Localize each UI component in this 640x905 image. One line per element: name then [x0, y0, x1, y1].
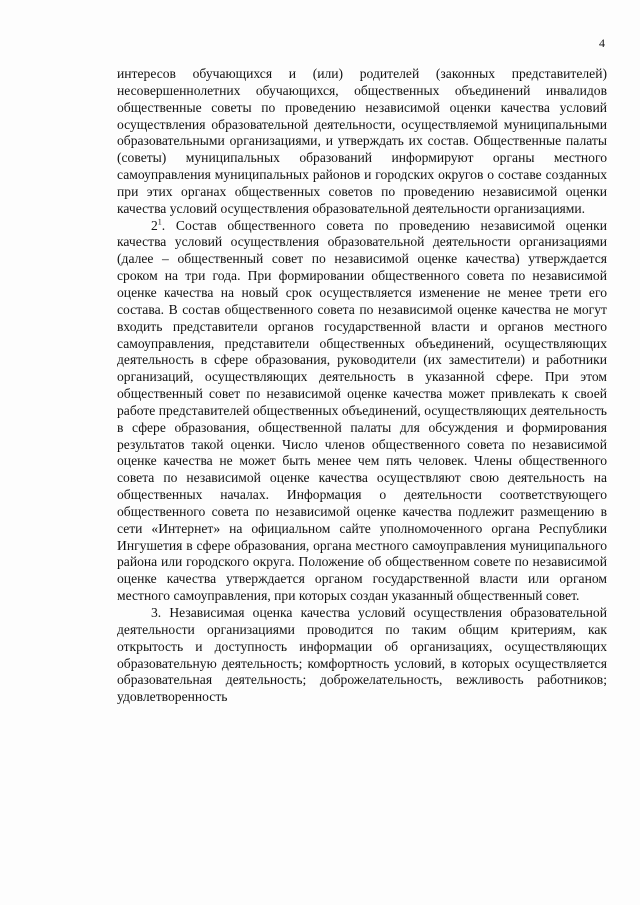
document-body — [117, 66, 607, 706]
page-number: 4 — [599, 36, 605, 50]
paragraph-number: 2 — [151, 217, 158, 233]
paragraph-superscript: 1 — [157, 217, 162, 227]
paragraph-text: . Состав общественного совета по проведению независимой оценки качества условий осуществления образовательной деятельности организациями (далее – общественный совет по независимой оценке качества) утверждается сроком на три года. При формировании общественного совета по независимой оценке качества на новый срок осуществляется изменение не менее трети его состава. В состав общественного совета по независимой оценке качества не могут входить представители органов государственной власти и органов местного самоуправления, представители общественных объединений, осуществляющих деятельность в сфере образования, руководители (их заместители) и работники организаций, осуществляющих деятельность в указанной сфере. При этом общественный совет по независимой оценке качества может привлекать к своей работе представителей общественных объединений, осуществляющих деятельность в сфере образования, общественной палаты для обсуждения и формирования результатов такой оценки. Число членов общественного совета по независимой оценке качества не может быть менее чем пять человек. Члены общественного совета по независимой оценке качества осуществляют свою деятельность на общественных началах. Информация о деятельности соответствующего общественного совета по независимой оценке качества подлежит размещению в сети «Интернет» на официальном сайте уполномоченного органа Республики Ингушетия в сфере образования, органа местного самоуправления муниципального района или городского округа. Положение об общественном совете по независимой оценке качества утверждается органом государственной власти или органом местного самоуправления, при которых создан указанный общественный совет. — [117, 217, 607, 604]
paragraph-2-1 — [117, 218, 607, 605]
paragraph-3: 3. Независимая оценка качества условий осуществления образовательной деятельности организациями проводится по таким общим критериям, как открытость и доступность информации об организациях, осуществляющих образовательную деятельность; комфортность условий, в которых осуществляется образовательная деятельность; доброжелательность, вежливость работников; удовлетворенность — [117, 605, 607, 705]
paragraph-continuation: интересов обучающихся и (или) родителей (законных представителей) несовершеннолетних обучающихся, общественных объединений инвалидов общественные советы по проведению независимой оценки качества условий осуществления образовательной деятельности, осуществляемой муниципальными образовательными организациями, и утверждать их состав. Общественные палаты (советы) муниципальных образований информируют органы местного самоуправления муниципальных районов и городских округов о составе созданных при этих органах общественных советов по проведению независимой оценки качества условий осуществления образовательной деятельности организациями. — [117, 66, 607, 216]
